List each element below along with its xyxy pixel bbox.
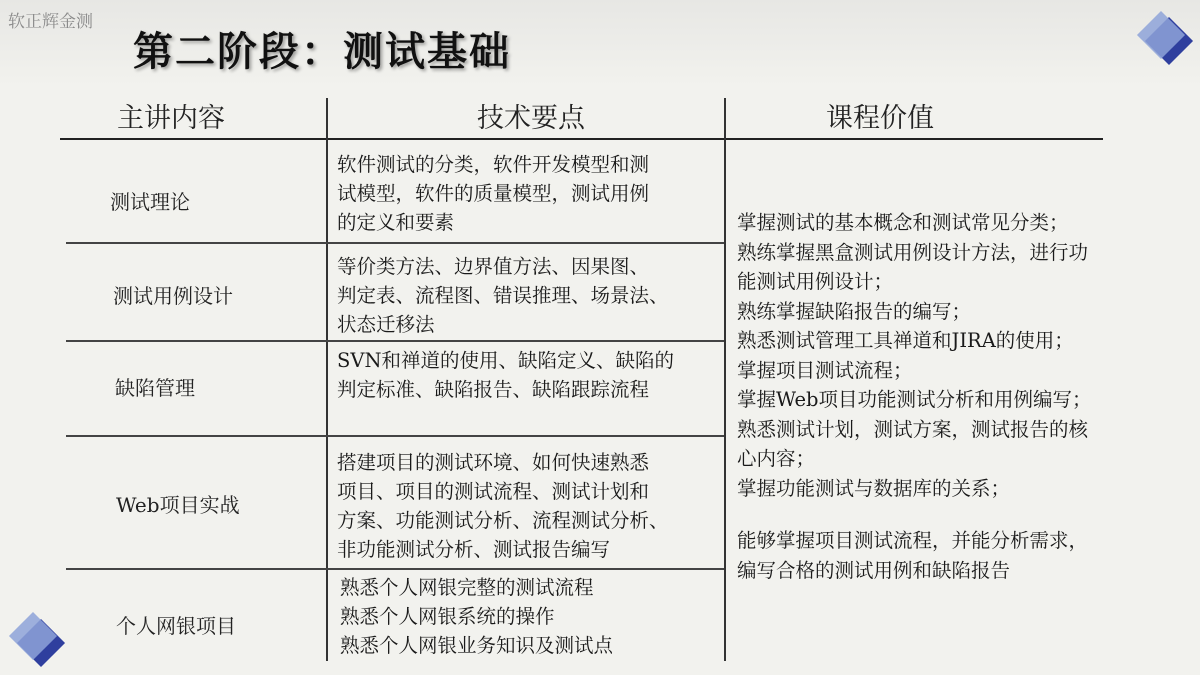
tech-line: 熟悉个人网银业务知识及测试点: [340, 634, 614, 657]
tech-line: 搭建项目的测试环境、如何快速熟悉: [337, 451, 650, 474]
tech-line: 软件测试的分类，软件开发模型和测: [337, 153, 650, 176]
value-line: 能够掌握项目测试流程，并能分析需求，: [737, 529, 1089, 552]
row-tech-web-project: [337, 448, 717, 564]
row-divider: [66, 242, 724, 244]
header-divider: [60, 138, 1103, 140]
tech-line: 方案、功能测试分析、流程测试分析、: [337, 509, 669, 532]
course-value-text: [737, 208, 1157, 585]
value-line: 心内容；: [737, 447, 816, 470]
tech-line: 试模型，软件的质量模型，测试用例: [337, 182, 650, 205]
tech-line: 等价类方法、边界值方法、因果图、: [337, 255, 650, 278]
value-line: 掌握测试的基本概念和测试常见分类；: [737, 211, 1069, 234]
column-divider-1: [326, 98, 328, 661]
value-line: 掌握Web项目功能测试分析和用例编写；: [737, 388, 1092, 411]
tech-line: 非功能测试分析、测试报告编写: [337, 538, 611, 561]
tech-line: 熟悉个人网银系统的操作: [340, 605, 555, 628]
row-divider: [66, 435, 724, 437]
tech-line: 的定义和要素: [337, 211, 455, 234]
header-tech-points: 技术要点: [477, 103, 585, 134]
brand-watermark: 软正辉金测: [8, 12, 93, 32]
value-line: 熟练掌握缺陷报告的编写；: [737, 299, 972, 323]
row-main-case-design: 测试用例设计: [113, 284, 233, 308]
value-line: 编写合格的测试用例和缺陷报告: [737, 558, 1011, 582]
row-tech-defect: [337, 346, 717, 404]
tech-line: 项目、项目的测试流程、测试计划和: [337, 480, 650, 503]
tech-line: 状态迁移法: [337, 313, 435, 336]
header-main-content: 主讲内容: [117, 103, 225, 134]
row-main-netbank: 个人网银项目: [116, 614, 236, 638]
value-line: 能测试用例设计；: [737, 270, 894, 293]
row-tech-case-design: [337, 252, 717, 339]
value-line: 熟悉测试计划，测试方案，测试报告的核: [737, 417, 1089, 441]
row-main-web-project: Web项目实战: [116, 493, 240, 517]
slide-title: 第二阶段：测试基础: [133, 29, 511, 75]
tech-line: 熟悉个人网银完整的测试流程: [340, 576, 594, 599]
tech-line: 判定表、流程图、错误推理、场景法、: [337, 284, 669, 307]
row-tech-netbank: [340, 573, 720, 660]
tech-line: SVN和禅道的使用、缺陷定义、缺陷的: [337, 349, 675, 372]
row-tech-theory: [337, 150, 717, 237]
row-divider: [66, 568, 724, 570]
column-divider-2: [724, 98, 726, 661]
diamond-decoration-top-right-icon: [1135, 8, 1195, 68]
spacer: [737, 503, 1157, 526]
value-line: 熟悉测试管理工具禅道和JIRA的使用；: [737, 329, 1074, 352]
row-divider: [66, 340, 724, 342]
row-main-defect: 缺陷管理: [115, 376, 195, 400]
row-main-theory: 测试理论: [110, 190, 190, 214]
header-course-value: 课程价值: [826, 103, 934, 134]
value-line: 熟练掌握黑盒测试用例设计方法，进行功: [737, 240, 1089, 264]
value-line: 掌握项目测试流程；: [737, 358, 913, 382]
value-line: 掌握功能测试与数据库的关系；: [737, 476, 1011, 500]
diamond-decoration-bottom-left-icon: [6, 608, 68, 670]
tech-line: 判定标准、缺陷报告、缺陷跟踪流程: [337, 378, 650, 401]
